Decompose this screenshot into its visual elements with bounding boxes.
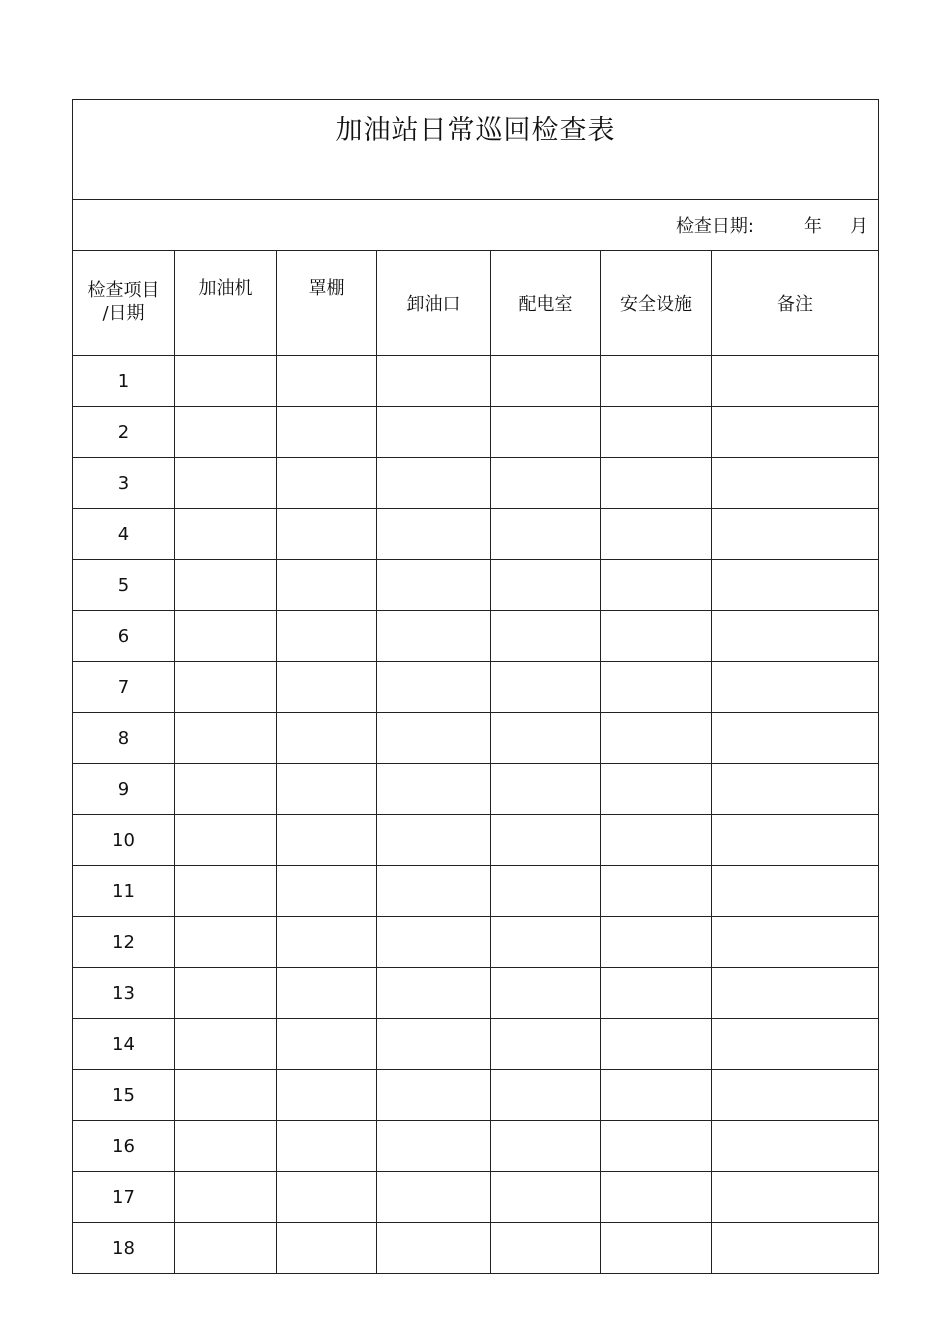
table-row [73,713,879,764]
table-row [73,509,879,560]
cell-power-room[interactable] [491,764,601,815]
cell-power-room[interactable] [491,1121,601,1172]
row-number: 10 [73,815,175,866]
table-row [73,866,879,917]
cell-unloading-port[interactable] [377,1019,491,1070]
cell-remarks[interactable] [712,917,879,968]
cell-dispenser[interactable] [175,560,277,611]
cell-unloading-port[interactable] [377,815,491,866]
cell-canopy[interactable] [277,560,377,611]
cell-power-room[interactable] [491,407,601,458]
header-canopy: 罩棚 [277,251,377,356]
table-row [73,458,879,509]
cell-canopy[interactable] [277,1121,377,1172]
cell-remarks[interactable] [712,866,879,917]
row-number: 1 [73,356,175,407]
cell-canopy[interactable] [277,509,377,560]
cell-canopy[interactable] [277,866,377,917]
cell-canopy[interactable] [277,662,377,713]
cell-remarks[interactable] [712,662,879,713]
cell-unloading-port[interactable] [377,407,491,458]
cell-unloading-port[interactable] [377,968,491,1019]
cell-safety-facilities[interactable] [601,1121,712,1172]
header-row [73,251,879,356]
cell-canopy[interactable] [277,1172,377,1223]
cell-power-room[interactable] [491,662,601,713]
cell-dispenser[interactable] [175,1223,277,1274]
year-label: 年 [804,216,823,237]
cell-dispenser[interactable] [175,407,277,458]
cell-power-room[interactable] [491,1223,601,1274]
table-row [73,1223,879,1274]
header-dispenser: 加油机 [175,251,277,356]
cell-safety-facilities[interactable] [601,662,712,713]
cell-canopy[interactable] [277,1019,377,1070]
header-remarks: 备注 [712,251,879,356]
row-number: 6 [73,611,175,662]
page-title: 加油站日常巡回检查表 [335,115,616,146]
cell-canopy[interactable] [277,713,377,764]
table-row [73,815,879,866]
cell-dispenser[interactable] [175,968,277,1019]
cell-power-room[interactable] [491,1070,601,1121]
cell-safety-facilities[interactable] [601,815,712,866]
cell-safety-facilities[interactable] [601,1223,712,1274]
row-number: 12 [73,917,175,968]
cell-canopy[interactable] [277,917,377,968]
month-label: 月 [850,216,869,237]
row-number: 15 [73,1070,175,1121]
row-number: 8 [73,713,175,764]
cell-dispenser[interactable] [175,1070,277,1121]
inspection-table [72,99,879,1274]
cell-unloading-port[interactable] [377,611,491,662]
table-row [73,917,879,968]
cell-unloading-port[interactable] [377,662,491,713]
cell-safety-facilities[interactable] [601,1070,712,1121]
cell-dispenser[interactable] [175,866,277,917]
table-body [73,356,879,1274]
row-number: 16 [73,1121,175,1172]
cell-remarks[interactable] [712,815,879,866]
cell-safety-facilities[interactable] [601,1172,712,1223]
cell-power-room[interactable] [491,509,601,560]
date-cell [73,200,879,251]
cell-safety-facilities[interactable] [601,509,712,560]
cell-dispenser[interactable] [175,509,277,560]
table-row [73,662,879,713]
row-number: 17 [73,1172,175,1223]
cell-dispenser[interactable] [175,458,277,509]
table-row [73,968,879,1019]
table-row [73,407,879,458]
cell-dispenser[interactable] [175,815,277,866]
cell-safety-facilities[interactable] [601,356,712,407]
cell-safety-facilities[interactable] [601,866,712,917]
cell-remarks[interactable] [712,458,879,509]
cell-unloading-port[interactable] [377,1070,491,1121]
cell-power-room[interactable] [491,1019,601,1070]
header-power-room: 配电室 [491,251,601,356]
header-safety-facilities: 安全设施 [601,251,712,356]
cell-canopy[interactable] [277,407,377,458]
cell-remarks[interactable] [712,713,879,764]
date-label: 检查日期: [675,216,755,237]
cell-canopy[interactable] [277,1223,377,1274]
row-number: 5 [73,560,175,611]
cell-remarks[interactable] [712,560,879,611]
row-number: 3 [73,458,175,509]
cell-unloading-port[interactable] [377,458,491,509]
header-unloading-port: 卸油口 [377,251,491,356]
cell-canopy[interactable] [277,968,377,1019]
cell-unloading-port[interactable] [377,356,491,407]
cell-safety-facilities[interactable] [601,560,712,611]
cell-remarks[interactable] [712,1121,879,1172]
table-row [73,611,879,662]
cell-unloading-port[interactable] [377,1172,491,1223]
cell-dispenser[interactable] [175,611,277,662]
cell-canopy[interactable] [277,611,377,662]
cell-power-room[interactable] [491,713,601,764]
cell-safety-facilities[interactable] [601,407,712,458]
cell-canopy[interactable] [277,764,377,815]
cell-power-room[interactable] [491,356,601,407]
cell-dispenser[interactable] [175,917,277,968]
header-item-line2: /日期 [102,303,145,325]
cell-remarks[interactable] [712,1172,879,1223]
table-row [73,356,879,407]
cell-safety-facilities[interactable] [601,611,712,662]
row-number: 14 [73,1019,175,1070]
row-number: 7 [73,662,175,713]
row-number: 4 [73,509,175,560]
cell-safety-facilities[interactable] [601,968,712,1019]
cell-unloading-port[interactable] [377,866,491,917]
cell-power-room[interactable] [491,1172,601,1223]
cell-safety-facilities[interactable] [601,917,712,968]
cell-power-room[interactable] [491,815,601,866]
cell-power-room[interactable] [491,968,601,1019]
cell-power-room[interactable] [491,611,601,662]
cell-safety-facilities[interactable] [601,713,712,764]
cell-dispenser[interactable] [175,356,277,407]
cell-canopy[interactable] [277,458,377,509]
row-number: 2 [73,407,175,458]
table-row [73,1172,879,1223]
row-number: 9 [73,764,175,815]
cell-unloading-port[interactable] [377,713,491,764]
cell-unloading-port[interactable] [377,1121,491,1172]
cell-unloading-port[interactable] [377,509,491,560]
cell-dispenser[interactable] [175,662,277,713]
table-row [73,560,879,611]
cell-dispenser[interactable] [175,764,277,815]
cell-remarks[interactable] [712,407,879,458]
cell-unloading-port[interactable] [377,764,491,815]
cell-dispenser[interactable] [175,713,277,764]
cell-safety-facilities[interactable] [601,1019,712,1070]
cell-power-room[interactable] [491,560,601,611]
cell-canopy[interactable] [277,815,377,866]
cell-unloading-port[interactable] [377,917,491,968]
header-item-line1: 检查项目 [87,280,160,301]
cell-remarks[interactable] [712,1070,879,1121]
cell-remarks[interactable] [712,968,879,1019]
cell-dispenser[interactable] [175,1121,277,1172]
cell-unloading-port[interactable] [377,560,491,611]
header-item-date [73,251,175,356]
row-number: 11 [73,866,175,917]
cell-canopy[interactable] [277,1070,377,1121]
cell-remarks[interactable] [712,1019,879,1070]
cell-remarks[interactable] [712,764,879,815]
cell-dispenser[interactable] [175,1172,277,1223]
row-number: 13 [73,968,175,1019]
cell-dispenser[interactable] [175,1019,277,1070]
cell-canopy[interactable] [277,356,377,407]
row-number: 18 [73,1223,175,1274]
cell-remarks[interactable] [712,1223,879,1274]
cell-remarks[interactable] [712,611,879,662]
cell-remarks[interactable] [712,509,879,560]
cell-remarks[interactable] [712,356,879,407]
cell-power-room[interactable] [491,917,601,968]
table-row [73,1121,879,1172]
cell-safety-facilities[interactable] [601,764,712,815]
cell-power-room[interactable] [491,458,601,509]
table-row [73,1070,879,1121]
table-row [73,1019,879,1070]
cell-power-room[interactable] [491,866,601,917]
table-row [73,764,879,815]
title-cell [73,100,879,200]
cell-unloading-port[interactable] [377,1223,491,1274]
cell-safety-facilities[interactable] [601,458,712,509]
